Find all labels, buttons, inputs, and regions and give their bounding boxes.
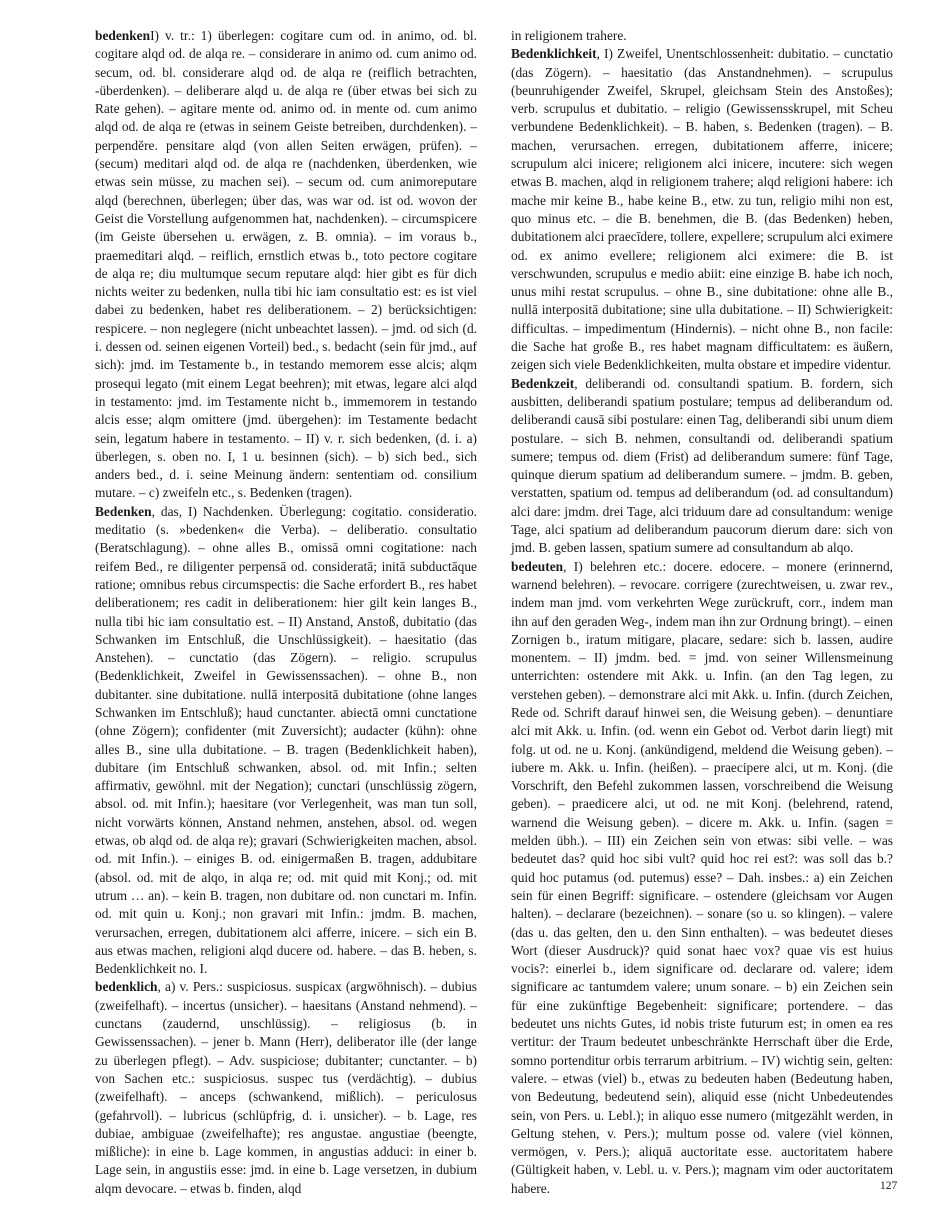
entry-bedenkzeit xyxy=(511,375,893,558)
entry-continuation xyxy=(511,27,893,45)
entry-bedenken xyxy=(95,27,477,503)
headword: bedenklich xyxy=(95,979,158,995)
entry-bedenken-noun xyxy=(95,503,477,979)
entry-text: , a) v. Pers.: suspiciosus. suspicax (argwöhnisch). – dubius (zweifelhaft). – incertus (unsicher). – haesitans (Anstand nehmend). – cunctans (zaudernd, unschlüssig). – religiosus (b. in Gewissenssachen). – jener b. Mann (Herr), deliberator ille (der lange zu überlegen pflegt). – Adv. suspiciose; dubitanter; cunctanter. – b) von Sachen etc.: suspiciosus. suspec tus (verdächtig). – dubius (zweifelhaft). – anceps (schwankend, mißlich). – periculosus (gefahrvoll). – lubricus (schlüpfrig, d. i. unsicher). – b. Lage, res dubiae, ambiguae (zweifelhafte); res angustae. angustiae (beengte, mißliche): in eine b. Lage kommen, in angustias adduci: in einer b. Lage sein, in angustiis esse: jmd. in eine b. Lage versetzen, in dubium alqm devocare. – etwas b. finden, alqd xyxy=(95,979,477,1196)
entry-bedenklichkeit xyxy=(511,45,893,374)
headword: Bedenkzeit xyxy=(511,375,575,391)
entry-text: I) v. tr.: 1) überlegen: cogitare cum od. in animo, od. bl. cogitare alqd od. de alqa re. – considerare in animo od. cum animo od. secum, od. bl. considerare alqd od. de alqa re (reiflich betrachten, -überdenken). – deliberare alqd u. de alqa re (über etwas bei sich zu Rate gehen). – agitare mente od. animo od. in mente od. cum animo alqd od. de alqa re (etwas in seinem Geiste betreiben, durchdenken). – perpendĕre. pensitare alqd (von allen Seiten erwägen, prüfen). – (secum) meditari alqd od. de alqa re (nachdenken, überdenken, wie etwas sein müsse, zu machen sei). – secum od. cum animoreputare alqd (berechnen, überlegen; über das, was war od. ist od. wovon der Geist die Vorstellung aufgenommen hat, nachdenken). – circumspicere (im Geiste übersehen u. erwägen, z. B. omnia). – im voraus b., praemeditari alqd. – reiflich, ernstlich etwas b., toto pectore cogitare de alqa re; diu multumque secum reputare alqd: hier gibt es für dich nichts weiter zu bedenken, nulla tibi hic iam consultatio est: es ist viel dabei zu bedenken, habet res deliberationem. – 2) berücksichtigen: respicere. – non neglegere (nicht unbeachtet lassen). – jmd. od sich (d. i. dessen od. seinen eigenen Vorteil) bed., s. bedacht (sein für jmd., auf sich): jmd. im Testamente b., in testando memorem esse alcis; alqm prosequi legato (mit einem Legat beehren); mit etwas, legare alci alqd in testamento: jmd. im Testamente nicht b., immemorem in testando alcis esse; alqm omittere (jmd. übergehen): im Testamente bedacht sein, legatum habere in testamento. – II) v. r. sich bedenken, (d. i. a) überlegen, s. oben no. I, 1 u. besinnen (sich). – b) sich bed., sich anders bed., d. i. seine Meinung ändern: sententiam od. consilium mutare. – c) zweifeln etc., s. Bedenken (tragen). xyxy=(95,28,477,501)
entry-text: , I) Zweifel, Unentschlossenheit: dubitatio. – cunctatio (das Zögern). – haesitatio (das Anstandnehmen). – scrupulus (beunruhigender Zweifel, Skrupel, gleichsam Stein des Anstoßes); verb. scrupulus et dubitatio. – religio (Gewissensskrupel, mit Scheu verbundene Bedenklichkeit). – B. haben, s. Bedenken (tragen). – B. machen, verursachen. erregen, dubitationem afferre, inicere; scrupulum alci inicere; religionem alci inicere, incutere: sich wegen etwas B. machen, alqd in religionem trahere; alqd religioni habere: ich mache mir keine B., habe keine B., etw. zu tun, religio mihi non est, quo minus etc. – die B. benehmen, die B. (das Bedenken) heben, dubitationem alci praecīdere, tollere, expellere; scrupulum alci eximere od. ex animo evellere; religionem alci eximere: die B. ist verschwunden, scrupulus e medio abiit: eine einzige B. habe ich noch, unus mihi restat scrupulus. – ohne B., sine dubitatione: ohne alle B., nullā interpositā dubitatione; sine ulla dubitatione. – II) Schwierigkeit: difficultas. – impedimentum (Hindernis). – nicht ohne B., non facile: die Sache hat große B., res habet magnam difficultatem: es äußern, zeigen sich viele Bedenklichkeiten, multa obstare et impedire videntur. xyxy=(511,46,893,373)
left-column xyxy=(95,27,477,1196)
headword: bedenken xyxy=(95,28,151,43)
entry-bedeuten xyxy=(511,558,893,1198)
headword: bedeuten xyxy=(511,558,564,574)
headword: Bedenklichkeit xyxy=(511,46,597,62)
entry-text: , deliberandi od. consultandi spatium. B. fordern, sich ausbitten, deliberandi spatium postulare; tempus ad deliberandum od. deliberandi causā sibi postulare: einen Tag, deliberandi sibi unum diem postulare. – sich B. nehmen, consultandi od. deliberandi spatium sumere; tempus od. diem (Frist) ad deliberandum sumere: fünf Tage, quinque dierum spatium ad deliberandum sumere. – jmdm. B. geben, verstatten, spatium od. tempus ad deliberandum (od. ad consultandum) alci dare: jmdm. drei Tage, alci triduum dare ad consultandum: wenige Tage, alci spatium ad deliberandum paucorum dierum dare: sich von jmd. B. geben lassen, spatium sumere ad consultandum ab alqo. xyxy=(511,375,893,556)
entry-text: , das, I) Nachdenken. Überlegung: cogitatio. consideratio. meditatio (s. »bedenken« die Verba). – deliberatio. consultatio (Beratschlagung). – ohne alles B., omissā omni cogitatione: nach reifem Bed., re diligenter perpensā od. consideratā; initā subductāque ratione; omnibus rebus circumspectis: die Sache erfordert B., res habet deliberationem; res cadit in deliberationem: hier gilt kein langes B., nulla tibi hic iam consultatio est. – II) Anstand, Anstoß, dubitatio (das Schwanken im Entschluß, die Unschlüssigkeit). – haesitatio (das Anstehen). – cunctatio (das Zögern). – religio. scrupulus (Bedenklichkeit, Zweifel in Gewissenssachen). – ohne B., non dubitanter. sine dubitatione. nullā interpositā dubitatione (ohne langes Schwanken im Entschluß); haud cunctanter. abiectā omni cunctatione (ohne Zögern); confidenter (mit Zuversicht); audacter (kühn): ohne alles B., sine ulla dubitatione. – B. tragen (Bedenklichkeit haben), dubitare (im Entschluß schwanken, absol. od. mit Infin.; selten affirmativ, gewöhnl. mit der Negation); cunctari (unschlüssig zögern, absol. od. mit Infin.); haesitare (vor Verlegenheit, was man tun soll, nicht vorwärts können, Anstand nehmen, anstehen, absol. od. wegen etwas, ob alqd od. de alqa re); gravari (Schwierigkeiten machen, absol. od. mit Infin.). – einiges B. od. einigermaßen B. tragen, addubitare (absol. od. mit de alqo, in alqa re; od. mit quid mit Konj.; od. mit utrum … an). – kein B. tragen, non dubitare od. non cunctari m. Infin. od. mit quin u. Konj.; non gravari mit Infin.: jmdm. B. machen, verursachen, erregen, dubitationem alci afferre, inicere. – sich ein B. aus etwas machen, religioni alqd ducere od. habere. – das B. heben, s. Bedenklichkeit no. I. xyxy=(95,503,477,977)
entry-text: in religionem trahere. xyxy=(511,28,627,43)
entry-text: , I) belehren etc.: docere. edocere. – monere (erinnernd, warnend belehren). – revocare. corrigere (zurechtweisen, u. zwar rev., indem man jmd. vom verkehrten Wege zurückruft, corr., indem man ihn auf den geraden Weg-, indem man ihn zur Ordnung bringt). – einen Zornigen b., iratum mitigare, placare, sedare: sich b. lassen, audire monentem. – II) jmdm. bed. = jmd. von seiner Willensmeinung unterrichten: ostendere mit Akk. u. Infin. (an den Tag legen, zu verstehen geben). – demonstrare alci mit Akk. u. Infin. (durch Zeichen, Rede od. Schrift darauf hinwei sen, die Weisung geben). – denuntiare alci mit Akk. u. Infin. (od. wenn ein Gebot od. Verbot darin liegt) mit folg. ut od. ne u. Konj. (ankündigend, meldend die Weisung geben). – iubere m. Akk. u. Infin. (heißen). – praecipere alci, ut m. Konj. (die Vorschrift, den Befehl zukommen lassen, vorschreibend die Weisung geben). – praedicere alci, ut od. ne mit Konj. (belehrend, ratend, warnend die Weisung geben). – dicere m. Akk. u. Infin. (sagen = melden übh.). – III) ein Zeichen sein von etwas: sibi velle. – was bedeutet das? quid hoc sibi vult? quid hoc rei est?: was soll das b.? quid hoc putamus (od. putemus) esse? – Dah. insbes.: a) ein Zeichen sein für einen Begriff: significare. – ostendere (gleichsam vor Augen halten). – declarare (bezeichnen). – sonare (so u. so klingen). – valere (das u. das gelten, den u. den Sinn enthalten). – was bedeutet dieses Wort (dieser Ausdruck)? quid sonat haec vox? quae vis est huius vocis?: einerlei b., idem significare od. declarare od. valere; idem significare ac tantumdem valere; unum sonare. – b) ein Zeichen sein für eine zukünftige Begebenheit: significare; portendere. – das bedeutet uns nichts Gutes, id nobis triste futurum est; in omen ea res vertitur: der Traum bedeutet unbeschränkte Herrschaft über die Erde, somno portenditur orbis terrarum arbitrium. – IV) wichtig sein, gelten: valere. – etwas (viel) b., etwas zu bedeuten haben (Bedeutung haben, von Bedeutung, bedeutend sein), aliquid esse (nicht Unbedeutendes sein, von Pers. u. Lebl.); in aliquo esse numero (mitgezählt werden, in Geltung stehen, v. Pers.); multum posse od. valere (viel können, vermögen, v. Pers.); aliquā auctoritate esse. auctoritatem habere (Gültigkeit haben, v. Lebl. u. v. Pers.); magnam vim oder auctoritatem habere. xyxy=(511,558,893,1196)
entry-bedenklich xyxy=(95,978,477,1198)
headword: Bedenken xyxy=(95,503,152,519)
page-number: 127 xyxy=(880,1180,898,1192)
